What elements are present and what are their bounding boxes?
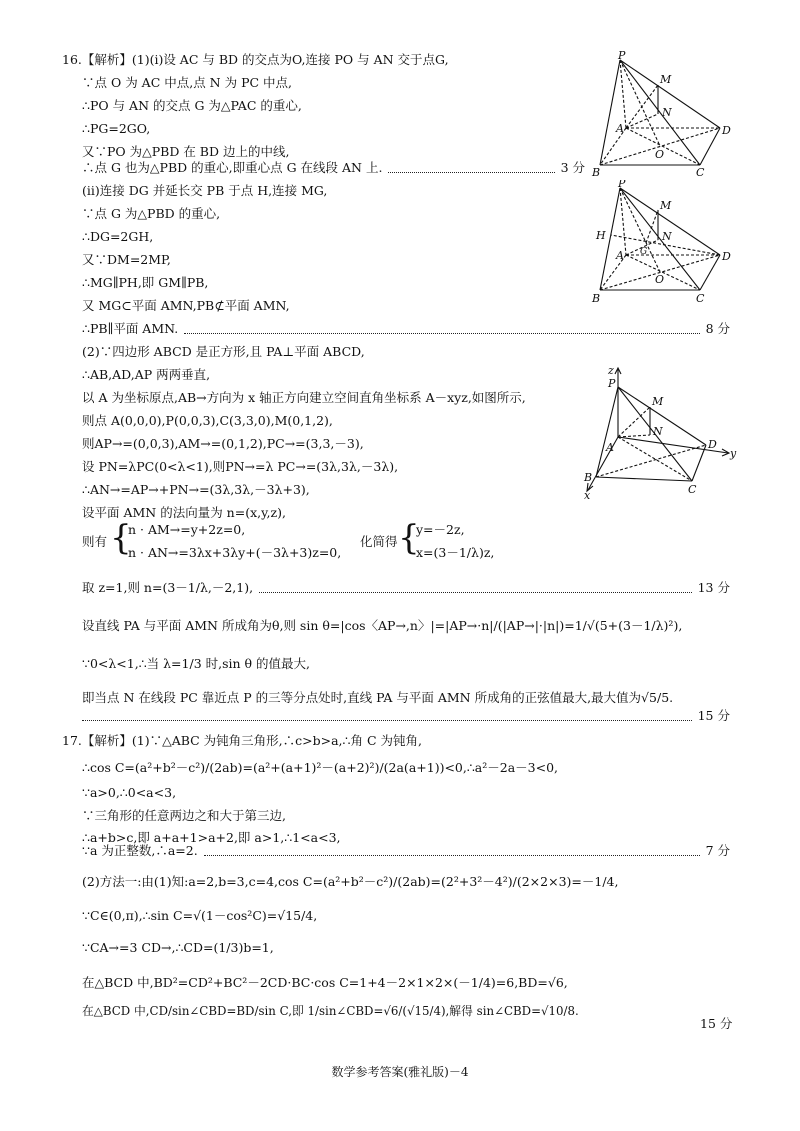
p16-score-row [82,160,585,176]
label-H: H [596,229,606,242]
p16-line: 又∵DM=2MP, [82,252,171,267]
diag-AC [618,437,692,481]
p17-score-row [82,843,730,859]
label-z: z [608,365,614,377]
p16-score-row [82,580,730,596]
p17-line: 在△BCD 中,CD/sin∠CBD=BD/sin C,即 1/sin∠CBD=√6/(√15/4),解得 sin∠CBD=√10/8. [82,1004,579,1018]
label-A: A [616,249,624,262]
label-P: P [618,50,626,62]
segment-AN [626,114,658,128]
p16-line: 设直线 PA 与平面 AMN 所成角为θ,则 sin θ=|cos〈AP→,n〉|=|AP→·n|/(|AP→|·|n|)=1/√(5+(3－1/λ)²), [82,618,683,633]
score-points: 15 分 [700,1016,733,1031]
pyramid-figure-1 [590,50,735,180]
p16-line: ∵0<λ<1,∴当 λ=1/3 时,sin θ 的值最大, [82,656,310,671]
segment-GM [646,210,658,243]
label-D: D [708,438,717,451]
equation: y=－2z, [416,522,465,537]
edge-PB [600,60,620,165]
p16-line: ∵点 G 为△PBD 的重心, [82,206,221,221]
label-B: B [592,166,601,179]
score-points: 15 分 [697,708,730,723]
p16-line: 设平面 AMN 的法向量为 n=(x,y,z), [82,505,286,520]
edge-PB [596,387,618,477]
score-points: 7 分 [705,843,730,858]
p16-line: ∴AN→=AP→+PN→=(3λ,3λ,－3λ+3), [82,482,310,497]
dotted-leader [184,324,699,334]
dotted-leader [204,846,700,856]
score-points: 13 分 [697,580,730,595]
label-N: N [653,425,663,438]
score-points: 3 分 [560,160,585,175]
p16-heading: 16.【解析】(1)(ⅰ)设 AC 与 BD 的交点为O,连接 PO 与 AN 交于点G, [62,52,449,67]
p17-line: ∴a+b>c,即 a+a+1>a+2,即 a>1,∴1<a<3, [82,830,341,845]
label-A: A [606,441,614,454]
p16-line: ∵点 O 为 AC 中点,点 N 为 PC 中点, [82,75,292,90]
label-P: P [608,377,616,390]
p16-line: ∴PO 与 AN 的交点 G 为△PAC 的重心, [82,98,302,113]
dotted-leader [82,711,692,721]
segment-AN [618,435,650,437]
equation: n · AM→=y+2z=0, [128,522,246,537]
label-y: y [730,447,737,460]
p16-line: 设 PN=λPC(0<λ<1),则PN→=λ PC→=(3λ,3λ,－3λ), [82,459,399,474]
label-B: B [584,471,593,484]
label-G: G [640,247,648,257]
label-P: P [618,180,626,190]
p16-line: ∴PB∥平面 AMN. [82,321,179,336]
score-points: 8 分 [705,321,730,336]
segment-PO [620,188,660,272]
p17-line: ∵三角形的任意两边之和大于第三边, [82,808,286,823]
label-M: M [660,199,672,212]
system-label: 则有 [82,534,108,549]
p17-line: (2)方法一:由(1)知:a=2,b=3,c=4,cos C=(a²+b²－c²)/(2ab)=(2²+3²－4²)/(2×2×3)=－1/4, [82,874,619,889]
brace-left: { [398,518,420,558]
p17-heading: 17.【解析】(1)∵△ABC 为钝角三角形,∴c>b>a,∴角 C 为钝角, [62,733,422,748]
label-N: N [662,106,672,119]
p16-line: (2)∵四边形 ABCD 是正方形,且 PA⊥平面 ABCD, [82,344,365,359]
label-x: x [584,489,591,500]
p16-score-row [82,708,730,724]
edge-CD [692,445,706,481]
p16-line: ∴MG∥PH,即 GM∥PB, [82,275,209,290]
simplify-label: 化简得 [360,534,398,549]
p16-line: ∴AB,AD,AP 两两垂直, [82,367,211,382]
p16-line: 又 MG⊂平面 AMN,PB⊄平面 AMN, [82,298,290,313]
p16-line: 又∵PO 为△PBD 在 BD 边上的中线, [82,144,290,159]
p17-line: ∴cos C=(a²+b²－c²)/(2ab)=(a²+(a+1)²－(a+2)²)/(2a(a+1))<0,∴a²－2a－3<0, [82,760,559,775]
label-A: A [616,122,624,135]
label-M: M [660,73,672,86]
p17-line: 在△BCD 中,BD²=CD²+BC²－2CD·BC·cos C=1+4－2×1×2×(－1/4)=6,BD=√6, [82,975,568,990]
p16-line: ∴PG=2GO, [82,121,151,136]
equation: n · AN→=3λx+3λy+(－3λ+3)z=0, [128,545,342,560]
dotted-leader [259,583,692,593]
pyramid-figure-2 [590,180,735,305]
coordinate-figure [580,365,740,500]
p16-line: 即当点 N 在线段 PC 靠近点 P 的三等分点处时,直线 PA 与平面 AMN 所成角的正弦值最大,最大值为√5/5. [82,690,674,705]
p17-line: ∵a 为正整数,∴a=2. [82,843,198,858]
p17-line: ∵C∈(0,π),∴sin C=√(1－cos²C)=√15/4, [82,908,318,923]
label-O: O [655,148,665,161]
dotted-leader [388,163,554,173]
edge-BC [596,477,692,481]
p16-line: (ⅱ)连接 DG 并延长交 PB 于点 H,连接 MG, [82,183,328,198]
p16-line: 则AP→=(0,0,3),AM→=(0,1,2),PC→=(3,3,－3), [82,436,364,451]
p16-line: 则点 A(0,0,0),P(0,0,3),C(3,3,0),M(0,1,2), [82,413,333,428]
p17-line: ∵CA→=3 CD→,∴CD=(1/3)b=1, [82,940,274,955]
p16-line: 以 A 为坐标原点,AB→方向为 x 轴正方向建立空间直角坐标系 A－xyz,如图所示, [82,390,526,405]
label-B: B [592,292,601,305]
label-O: O [655,273,665,286]
label-C: C [696,166,705,179]
p17-line: ∵a>0,∴0<a<3, [82,785,177,800]
equation: x=(3－1/λ)z, [416,545,495,560]
label-N: N [662,230,672,243]
p16-line: ∴DG=2GH, [82,229,154,244]
p16-line: 取 z=1,则 n=(3－1/λ,－2,1), [82,580,254,595]
label-D: D [722,124,731,137]
label-D: D [722,250,731,263]
label-C: C [688,483,697,496]
p16-score-row [82,321,730,337]
page-footer: 数学参考答案(雅礼版)－4 [331,1065,469,1079]
segment-PO [620,60,660,146]
brace-left: { [110,518,132,558]
p16-line: ∴点 G 也为△PBD 的重心,即重心点 G 在线段 AN 上. [82,160,383,175]
label-M: M [652,395,664,408]
label-C: C [696,292,705,305]
